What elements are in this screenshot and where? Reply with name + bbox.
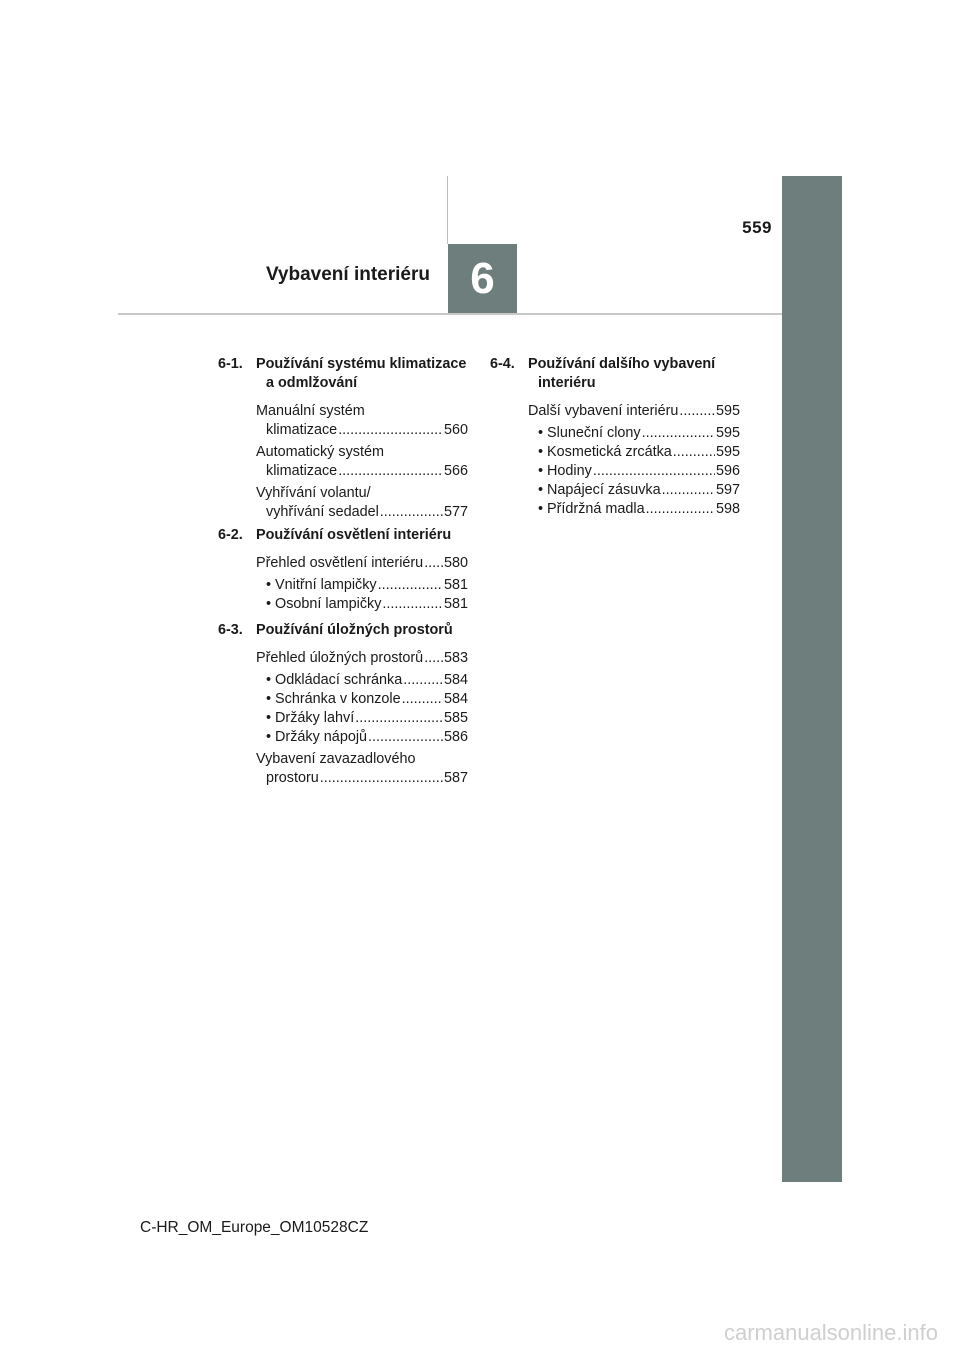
toc-entry-text: • Držáky nápojů (266, 729, 368, 745)
toc-entry-first-line: Manuální systém (256, 403, 365, 419)
toc-bullet-item[interactable] (266, 709, 468, 728)
toc-section-heading[interactable] (490, 355, 740, 393)
spacer (218, 614, 468, 617)
toc-entry-row[interactable] (256, 769, 468, 788)
leader-dots (355, 709, 443, 728)
toc-section (218, 621, 468, 788)
toc-entry-text: klimatizace (266, 422, 338, 438)
toc-entry-text: • Napájecí zásuvka (538, 482, 661, 498)
leader-dots (642, 424, 715, 443)
leader-dots (593, 462, 715, 481)
watermark: carmanualsonline.info (723, 1320, 938, 1345)
toc-page-number[interactable]: 585 (443, 710, 468, 726)
toc-right-column (490, 355, 740, 526)
toc-section (218, 355, 468, 522)
toc-bullet-item[interactable] (266, 728, 468, 747)
chapter-number: 6 (470, 253, 495, 303)
chapter-title: Vybavení interiéru (265, 264, 430, 285)
toc-entry-text: Další vybavení interiéru (528, 403, 679, 419)
toc-bullet-item[interactable] (538, 443, 740, 462)
toc-page-number[interactable]: 595 (715, 403, 740, 419)
leader-dots (662, 481, 715, 500)
toc-page-number[interactable]: 587 (443, 770, 468, 786)
toc-entry-row[interactable] (256, 554, 468, 573)
toc-bullet-item[interactable] (266, 671, 468, 690)
leader-dots (338, 462, 443, 481)
toc-page-number[interactable]: 595 (715, 444, 740, 460)
toc-entry-text: • Držáky lahví (266, 710, 355, 726)
leader-dots (378, 576, 443, 595)
toc-page-number[interactable]: 597 (715, 482, 740, 498)
leader-dots (403, 671, 443, 690)
chapter-side-tab (782, 176, 842, 1182)
section-number: 6-4. (490, 356, 515, 372)
header-vertical-line (447, 176, 448, 244)
toc-section-heading[interactable] (218, 621, 468, 640)
toc-entry-text: • Schránka v konzole (266, 691, 401, 707)
toc-entry-text: Přehled osvětlení interiéru (256, 555, 424, 571)
leader-dots (424, 554, 443, 573)
toc-page-number[interactable]: 595 (715, 425, 740, 441)
section-number: 6-2. (218, 527, 243, 543)
leader-dots (380, 503, 443, 522)
toc-page-number[interactable]: 598 (715, 501, 740, 517)
leader-dots (402, 690, 443, 709)
leader-dots (679, 402, 715, 421)
leader-dots (382, 595, 443, 614)
toc-entry[interactable] (256, 554, 468, 573)
toc-page-number[interactable]: 586 (443, 729, 468, 745)
toc-bullet-item[interactable] (538, 500, 740, 519)
toc-entry-first-line: Vybavení zavazadlového (256, 751, 416, 767)
toc-page-number[interactable]: 580 (443, 555, 468, 571)
toc-entry-row[interactable] (256, 421, 468, 440)
toc-page-number[interactable]: 577 (443, 504, 468, 520)
toc-entry-text: • Osobní lampičky (266, 596, 382, 612)
toc-entry-first-line: Automatický systém (256, 444, 384, 460)
toc-entry-text: klimatizace (266, 463, 338, 479)
toc-bullet-item[interactable] (266, 690, 468, 709)
toc-section-heading[interactable] (218, 355, 468, 393)
header-rule (118, 313, 782, 315)
toc-entry[interactable] (256, 750, 468, 788)
leader-dots (673, 443, 715, 462)
toc-page-number[interactable]: 596 (715, 463, 740, 479)
toc-section (490, 355, 740, 522)
toc-bullet-item[interactable] (538, 481, 740, 500)
section-title: Používání úložných prostorů (256, 622, 453, 638)
toc-page-number[interactable]: 584 (443, 672, 468, 688)
toc-bullet-item[interactable] (538, 424, 740, 443)
leader-dots (424, 649, 443, 668)
toc-page-number[interactable]: 584 (443, 691, 468, 707)
page-number: 559 (742, 218, 772, 237)
toc-entry-row[interactable] (256, 503, 468, 522)
toc-section (218, 526, 468, 617)
toc-bullet-item[interactable] (266, 595, 468, 614)
toc-entry[interactable] (528, 402, 740, 421)
toc-entry[interactable] (256, 402, 468, 440)
toc-entry-text: • Vnitřní lampičky (266, 577, 377, 593)
toc-entry-first-line: Vyhřívání volantu/ (256, 485, 371, 501)
toc-left-column (218, 355, 468, 792)
toc-entry-text: • Sluneční clony (538, 425, 641, 441)
toc-entry-row[interactable] (528, 402, 740, 421)
toc-entry-text: • Kosmetická zrcátka (538, 444, 672, 460)
section-title: Používání dalšího vybavení interiéru (528, 356, 716, 391)
chapter-number-box (448, 244, 517, 313)
toc-entry-text: • Hodiny (538, 463, 592, 479)
section-number: 6-1. (218, 356, 243, 372)
section-title: Používání systému klimatizace a odmlžování (256, 356, 467, 391)
section-number: 6-3. (218, 622, 243, 638)
leader-dots (338, 421, 443, 440)
toc-entry-text: Přehled úložných prostorů (256, 650, 424, 666)
toc-page-number[interactable]: 581 (443, 596, 468, 612)
toc-entry[interactable] (256, 443, 468, 481)
footer-doc-id: C-HR_OM_Europe_OM10528CZ (140, 1219, 369, 1236)
toc-page-number[interactable]: 583 (443, 650, 468, 666)
leader-dots (320, 769, 443, 788)
toc-bullet-item[interactable] (538, 462, 740, 481)
toc-entry-row[interactable] (256, 462, 468, 481)
toc-entry-row[interactable] (256, 649, 468, 668)
toc-entry-text: prostoru (266, 770, 319, 786)
toc-entry-text: • Přídržná madla (538, 501, 645, 517)
leader-dots (646, 500, 715, 519)
toc-page-number[interactable]: 581 (443, 577, 468, 593)
toc-entry-text: • Odkládací schránka (266, 672, 403, 688)
toc-page-number[interactable]: 566 (443, 463, 468, 479)
toc-entry[interactable] (256, 649, 468, 668)
leader-dots (368, 728, 443, 747)
toc-section-heading[interactable] (218, 526, 468, 545)
toc-page-number[interactable]: 560 (443, 422, 468, 438)
toc-entry[interactable] (256, 484, 468, 522)
toc-entry-text: vyhřívání sedadel (266, 504, 379, 520)
section-title: Používání osvětlení interiéru (256, 527, 452, 543)
toc-bullet-item[interactable] (266, 576, 468, 595)
spacer (490, 519, 740, 522)
